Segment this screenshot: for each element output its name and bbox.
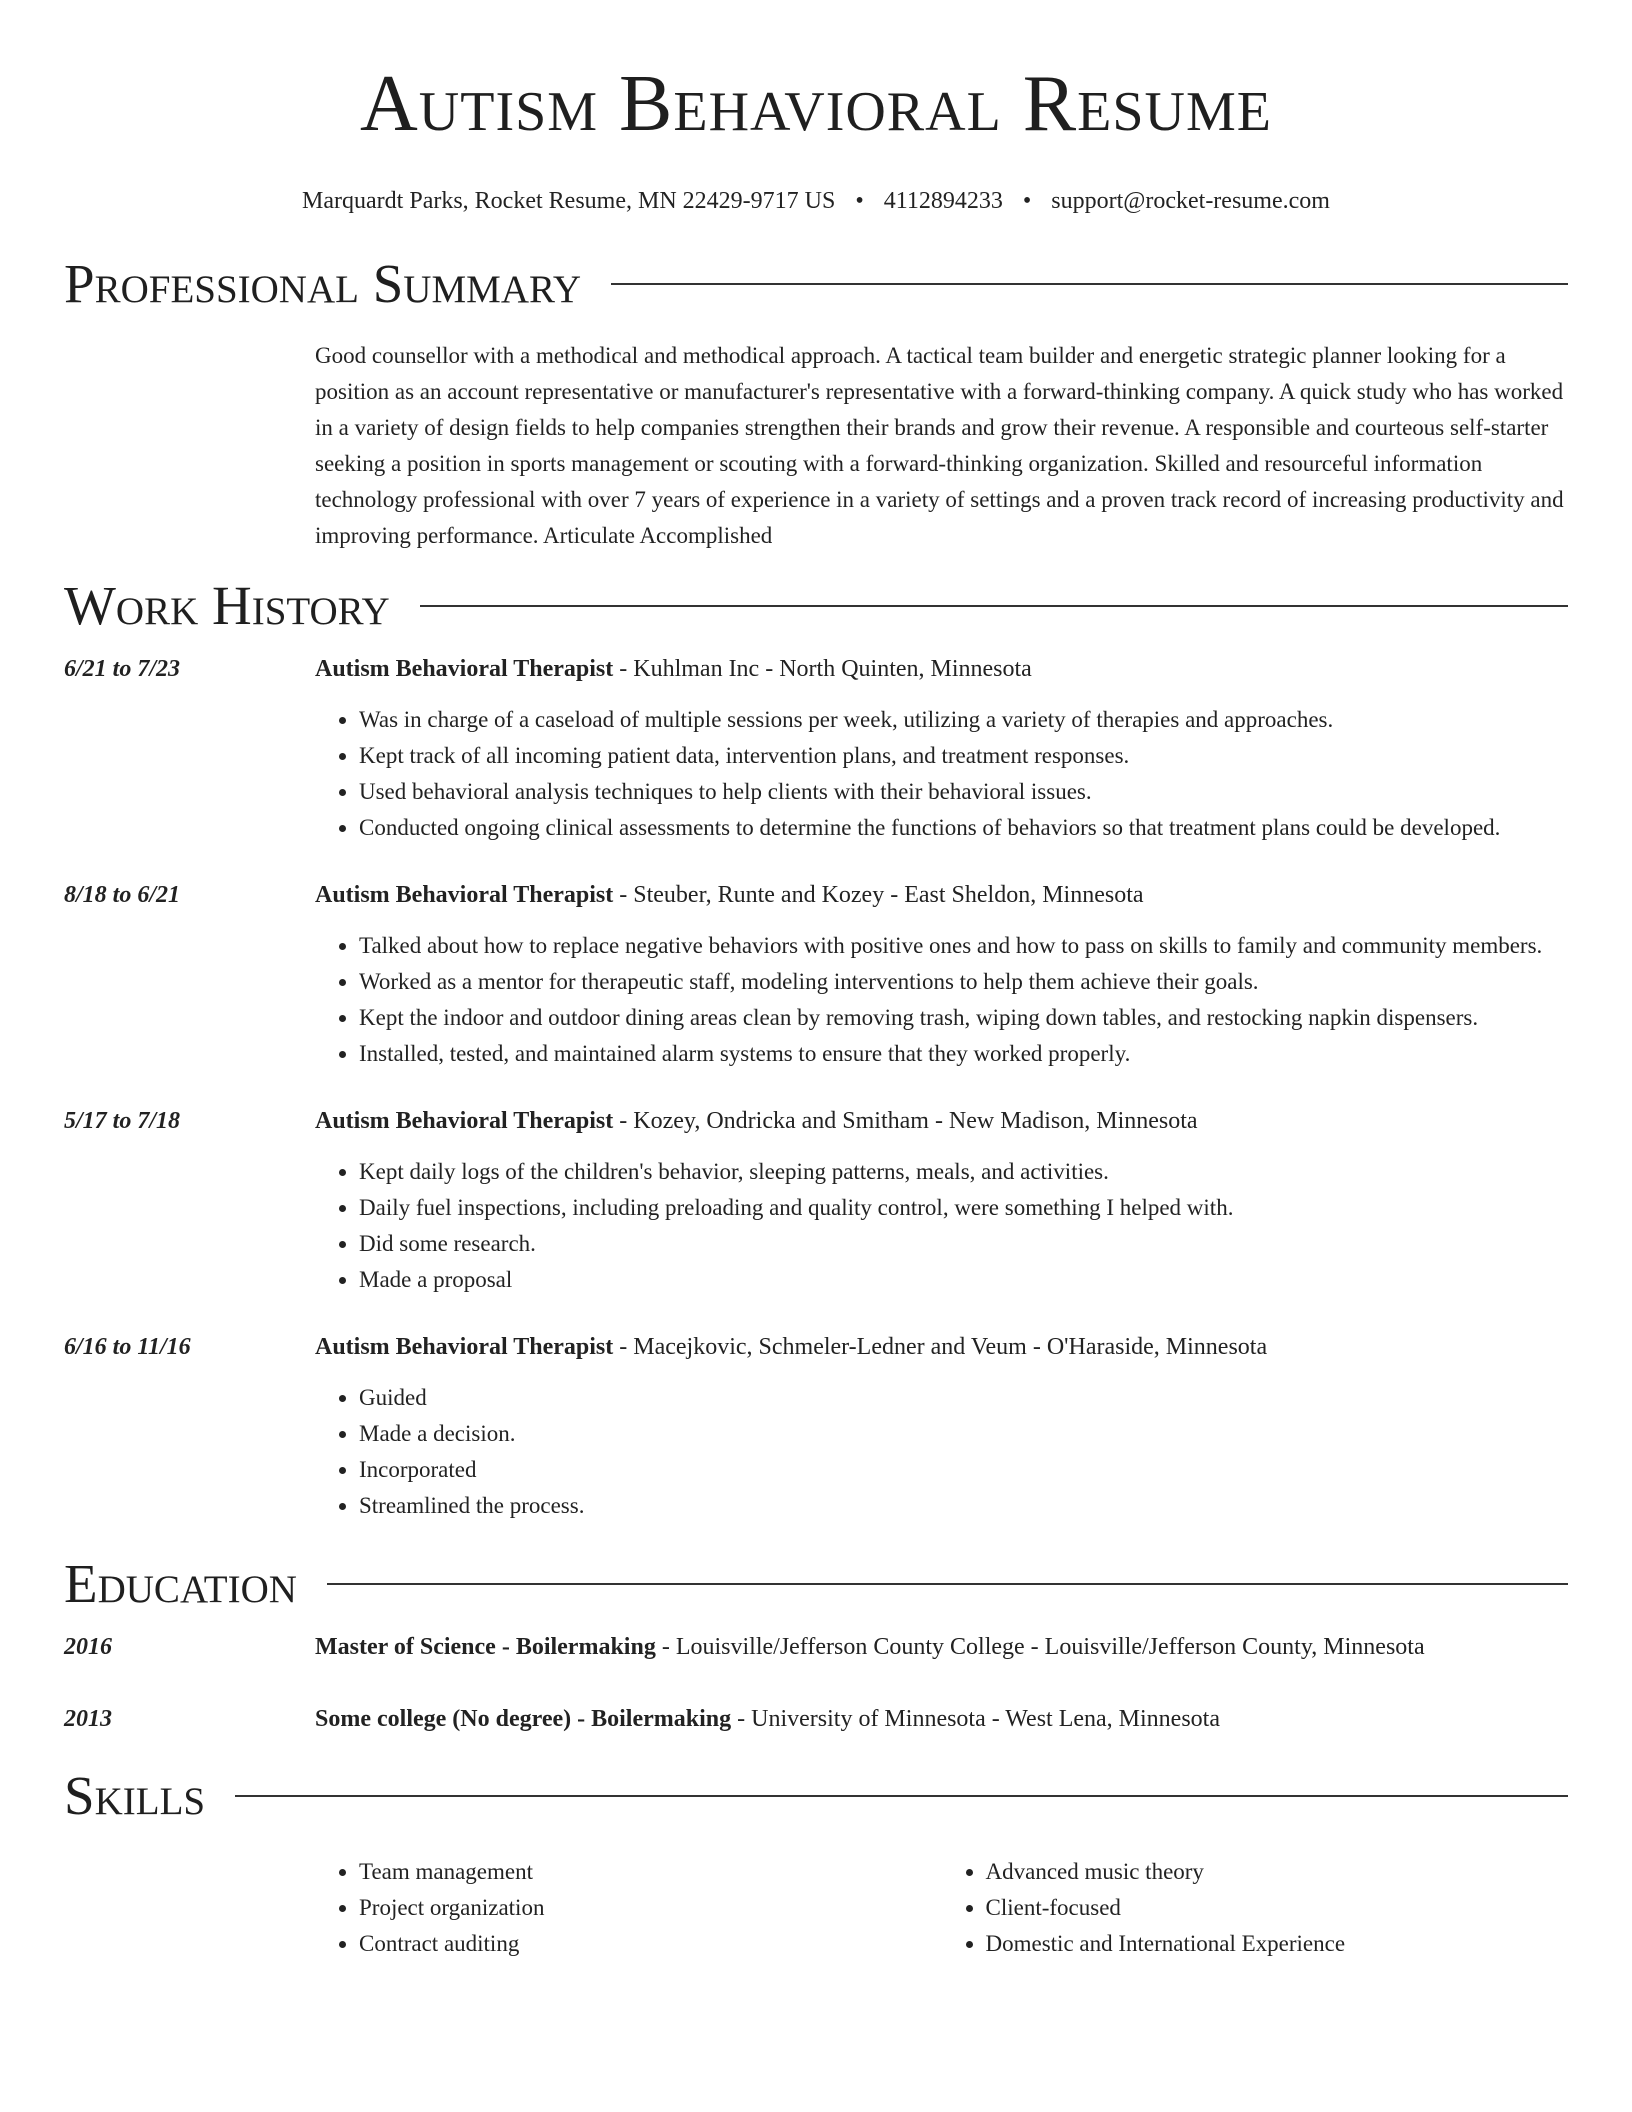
list-item: • Worked as a mentor for therapeutic staff, modeling interventions to help them achieve their goals. <box>359 964 1568 1000</box>
skills-column-left <box>315 1854 942 1962</box>
job-title: Autism Behavioral Therapist <box>315 1334 614 1360</box>
job-title: Autism Behavioral Therapist <box>315 882 614 908</box>
job-employer: - Kozey, Ondricka and Smitham - New Madison, Minnesota <box>613 1108 1198 1134</box>
section-divider <box>235 1795 1568 1797</box>
section-header-work <box>64 574 1568 638</box>
job-dates: 6/21 to 7/23 <box>64 656 181 682</box>
education-entry <box>64 1702 1568 1736</box>
job-dates: 6/16 to 11/16 <box>64 1334 191 1360</box>
section-header-summary <box>64 252 1568 316</box>
list-item: • Did some research. <box>359 1226 1568 1262</box>
job-bullets <box>315 1380 1568 1524</box>
skills-column-right <box>942 1854 1569 1962</box>
section-header-education <box>64 1552 1568 1616</box>
contact-separator: • <box>1022 188 1032 214</box>
section-divider <box>327 1583 1568 1585</box>
section-divider <box>611 283 1568 285</box>
skills-list <box>315 1854 1568 1962</box>
education-degree: Some college (No degree) - Boilermaking <box>315 1706 732 1732</box>
list-item: • Kept track of all incoming patient data, intervention plans, and treatment responses. <box>359 738 1568 774</box>
section-header-skills <box>64 1764 1568 1828</box>
list-item: • Team management <box>359 1854 942 1890</box>
list-item: • Advanced music theory <box>986 1854 1569 1890</box>
list-item: • Streamlined the process. <box>359 1488 1568 1524</box>
job-bullets <box>315 702 1568 846</box>
list-item: • Contract auditing <box>359 1926 942 1962</box>
list-item: • Kept daily logs of the children's behavior, sleeping patterns, meals, and activities. <box>359 1154 1568 1190</box>
job-heading <box>315 652 1568 686</box>
job-entry <box>64 1104 1568 1298</box>
list-item: • Installed, tested, and maintained alarm systems to ensure that they worked properly. <box>359 1036 1568 1072</box>
job-entry <box>64 1330 1568 1524</box>
education-school: - Louisville/Jefferson County College - Louisville/Jefferson County, Minnesota <box>655 1634 1425 1660</box>
list-item: • Made a proposal <box>359 1262 1568 1298</box>
education-year: 2013 <box>64 1706 112 1732</box>
resume-page <box>64 0 1568 1962</box>
education-year: 2016 <box>64 1634 112 1660</box>
job-heading <box>315 878 1568 912</box>
education-heading <box>315 1702 1568 1736</box>
job-heading <box>315 1104 1568 1138</box>
section-title-education: Education <box>64 1553 297 1614</box>
job-bullets <box>315 1154 1568 1298</box>
list-item: • Made a decision. <box>359 1416 1568 1452</box>
contact-email: support@rocket-resume.com <box>1051 188 1330 214</box>
section-title-skills: Skills <box>64 1765 206 1826</box>
job-employer: - Steuber, Runte and Kozey - East Sheldon, Minnesota <box>613 882 1144 908</box>
summary-text: Good counsellor with a methodical and methodical approach. A tactical team builder and energetic strategic planner looking for a position as an account representative or manufacturer's representative with a forward-thinking company. A quick study who has worked in a variety of design fields to help companies strengthen their brands and grow their revenue. A responsible and courteous self-starter seeking a position in sports management or scouting with a forward-thinking organization. Skilled and resourceful information technology professional with over 7 years of experience in a variety of settings and a proven track record of increasing productivity and improving performance. Articulate Accomplished <box>315 343 1564 548</box>
list-item: • Project organization <box>359 1890 942 1926</box>
resume-title: Autism Behavioral Resume <box>360 60 1272 148</box>
contact-phone: 4112894233 <box>883 188 1003 214</box>
job-bullets <box>315 928 1568 1072</box>
list-item: • Guided <box>359 1380 1568 1416</box>
job-entry <box>64 878 1568 1072</box>
section-title-work: Work History <box>64 575 390 636</box>
education-entry <box>64 1630 1568 1664</box>
contact-address: Marquardt Parks, Rocket Resume, MN 22429-9717 US <box>302 188 836 214</box>
contact-line <box>64 186 1568 216</box>
job-entry <box>64 652 1568 846</box>
job-dates: 8/18 to 6/21 <box>64 882 181 908</box>
list-item: • Talked about how to replace negative behaviors with positive ones and how to pass on skills to family and community members. <box>359 928 1568 964</box>
job-employer: - Kuhlman Inc - North Quinten, Minnesota <box>613 656 1032 682</box>
list-item: • Was in charge of a caseload of multiple sessions per week, utilizing a variety of therapies and approaches. <box>359 702 1568 738</box>
section-title-summary: Professional Summary <box>64 253 582 314</box>
job-title: Autism Behavioral Therapist <box>315 656 614 682</box>
list-item: • Daily fuel inspections, including preloading and quality control, were something I helped with. <box>359 1190 1568 1226</box>
job-employer: - Macejkovic, Schmeler-Ledner and Veum - O'Haraside, Minnesota <box>613 1334 1268 1360</box>
list-item: • Kept the indoor and outdoor dining areas clean by removing trash, wiping down tables, and restocking napkin dispensers. <box>359 1000 1568 1036</box>
section-divider <box>420 605 1568 607</box>
education-school: - University of Minnesota - West Lena, Minnesota <box>731 1706 1220 1732</box>
list-item: • Domestic and International Experience <box>986 1926 1569 1962</box>
list-item: • Conducted ongoing clinical assessments to determine the functions of behaviors so that treatment plans could be developed. <box>359 810 1568 846</box>
list-item: • Incorporated <box>359 1452 1568 1488</box>
job-title: Autism Behavioral Therapist <box>315 1108 614 1134</box>
job-dates: 5/17 to 7/18 <box>64 1108 181 1134</box>
contact-separator: • <box>855 188 864 214</box>
education-degree: Master of Science - Boilermaking <box>315 1634 656 1660</box>
list-item: • Used behavioral analysis techniques to help clients with their behavioral issues. <box>359 774 1568 810</box>
education-heading <box>315 1630 1568 1664</box>
job-heading <box>315 1330 1568 1364</box>
list-item: • Client-focused <box>986 1890 1569 1926</box>
